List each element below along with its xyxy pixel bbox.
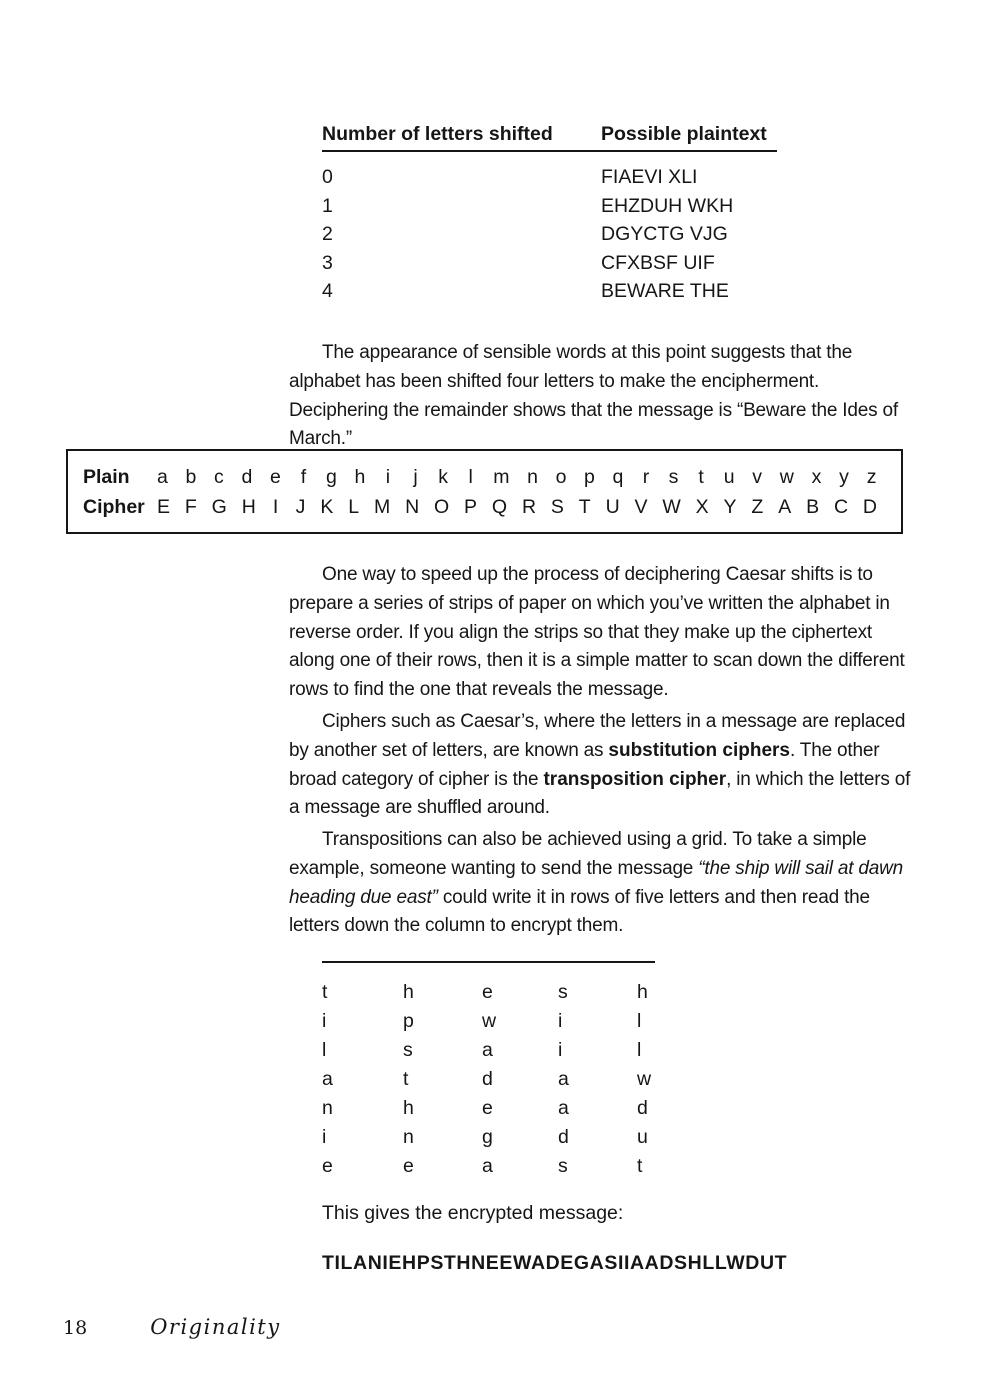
plain-letter: f bbox=[300, 465, 307, 488]
plaintext-value: FIAEVI XLI bbox=[601, 166, 698, 188]
grid-cell: i bbox=[558, 1010, 563, 1032]
grid-cell: e bbox=[482, 1097, 493, 1119]
plain-letter: q bbox=[612, 465, 624, 488]
cipher-letter: P bbox=[464, 495, 478, 518]
plain-letter: h bbox=[354, 465, 366, 488]
cipher-letter: K bbox=[320, 495, 334, 518]
plain-letter: j bbox=[413, 465, 418, 488]
grid-rule bbox=[322, 961, 655, 963]
grid-cell: l bbox=[322, 1039, 327, 1061]
grid-cell: w bbox=[482, 1010, 497, 1032]
cipher-letter: C bbox=[833, 495, 849, 518]
cipher-letter: M bbox=[373, 495, 391, 518]
plaintext-value: DGYCTG VJG bbox=[601, 223, 728, 246]
substitution-ciphers-term: substitution ciphers bbox=[608, 739, 790, 761]
paragraph-transposition bbox=[289, 826, 917, 941]
plain-letter: u bbox=[723, 465, 735, 488]
cipher-letter: U bbox=[605, 495, 620, 518]
plain-letter: x bbox=[811, 465, 822, 488]
page-number: 18 bbox=[63, 1317, 88, 1339]
substitution-seg1: Ciphers such as Caesar’s, where the letters in a message are replaced by another set of letters, are known as bbox=[289, 711, 906, 761]
cipher-letter: F bbox=[184, 495, 197, 518]
grid-cell: d bbox=[637, 1097, 648, 1119]
grid-cell: e bbox=[403, 1155, 414, 1177]
shift-value: 3 bbox=[322, 251, 333, 274]
cipher-letter: Q bbox=[491, 495, 508, 518]
cipher-letter: V bbox=[634, 495, 648, 518]
grid-cell: d bbox=[482, 1068, 493, 1090]
paragraph-substitution bbox=[289, 708, 917, 823]
grid-cell: i bbox=[558, 1039, 563, 1061]
plaintext-value: EHZDUH WKH bbox=[601, 194, 734, 217]
running-title: Originality bbox=[150, 1315, 281, 1339]
cipher-letter: J bbox=[295, 495, 306, 518]
grid-cell: e bbox=[322, 1155, 333, 1177]
grid-cell: a bbox=[558, 1068, 569, 1090]
cipher-letter: E bbox=[157, 495, 171, 518]
plain-letter: e bbox=[269, 465, 281, 488]
shift-table bbox=[322, 123, 777, 306]
transposition-seg1: Transpositions can also be achieved using a grid. To take a simple example, someone wanting to send the message bbox=[289, 829, 867, 879]
grid-cell: e bbox=[482, 981, 493, 1003]
shift-value: 2 bbox=[322, 223, 333, 246]
grid-cell: l bbox=[637, 1039, 642, 1061]
substitution-seg2: . The other broad category of cipher is the bbox=[289, 739, 880, 790]
plain-letter: y bbox=[839, 465, 849, 488]
transposition-cipher-term: transposition cipher bbox=[543, 768, 727, 790]
transposition-seg2: could write it in rows of five letters and then read the letters down the column to encrypt them. bbox=[289, 886, 870, 937]
shift-table-rows bbox=[322, 163, 777, 306]
plain-letter: i bbox=[385, 465, 391, 488]
plain-letter: t bbox=[698, 465, 704, 488]
shift-value: 1 bbox=[322, 194, 333, 217]
plaintext-value: CFXBSF UIF bbox=[601, 251, 715, 274]
plain-letter: z bbox=[866, 465, 877, 488]
table-row bbox=[322, 192, 777, 221]
plain-letter: g bbox=[326, 465, 337, 488]
cipher-letter: B bbox=[806, 495, 820, 518]
paragraph-strips: One way to speed up the process of deciphering Caesar shifts is to prepare a series of strips of paper on which you’ve written the alphabet in reverse order. If you align the strips so that they make up the ciphertext along one of their rows, then it is a simple matter to scan down the different rows to find the one that reveals the message. bbox=[289, 564, 905, 701]
example-message-quote: “the ship will sail at dawn heading due east” bbox=[289, 857, 904, 908]
grid-cell: p bbox=[403, 1010, 414, 1032]
plain-letter: l bbox=[468, 465, 473, 488]
grid-cell: n bbox=[403, 1126, 414, 1148]
plain-letter: s bbox=[668, 465, 679, 488]
cipher-letter: G bbox=[211, 495, 227, 518]
cipher-letter: A bbox=[778, 495, 792, 518]
cipher-letter: Y bbox=[723, 495, 737, 518]
table-row bbox=[322, 249, 777, 278]
grid-cell: g bbox=[482, 1126, 493, 1148]
plain-letters bbox=[157, 462, 877, 492]
grid-cell: a bbox=[322, 1068, 333, 1090]
grid-cell: i bbox=[322, 1010, 327, 1032]
grid-cell: s bbox=[558, 1155, 568, 1177]
grid-cell: w bbox=[637, 1068, 652, 1090]
grid-cell: h bbox=[637, 981, 648, 1003]
cipher-letter: Z bbox=[751, 495, 764, 518]
encrypted-message-intro: This gives the encrypted message: bbox=[322, 1202, 624, 1224]
grid-cell: t bbox=[403, 1068, 409, 1090]
cipher-letter: T bbox=[578, 495, 591, 518]
cipher-alphabet-box bbox=[66, 449, 903, 534]
plain-letter: n bbox=[527, 465, 538, 488]
grid-cell: n bbox=[322, 1097, 333, 1119]
cipher-alphabet-row bbox=[83, 492, 877, 522]
cipher-letter: N bbox=[405, 495, 420, 518]
grid-cell: d bbox=[558, 1126, 569, 1148]
plain-letter: k bbox=[438, 465, 448, 488]
plain-letter: m bbox=[493, 465, 510, 488]
grid-cell: i bbox=[322, 1126, 327, 1148]
grid-row bbox=[322, 978, 655, 1007]
grid-cell: t bbox=[637, 1155, 643, 1177]
cipher-letter: L bbox=[348, 495, 360, 518]
cipher-letter: H bbox=[241, 495, 256, 518]
shift-table-header bbox=[322, 123, 777, 145]
grid-cell: s bbox=[403, 1039, 413, 1061]
substitution-seg3: , in which the letters of a message are shuffled around. bbox=[289, 768, 911, 819]
grid-row bbox=[322, 1152, 655, 1181]
grid-cell: s bbox=[558, 981, 568, 1003]
grid-cell: l bbox=[637, 1010, 642, 1032]
plain-letter: p bbox=[584, 465, 595, 488]
shift-value: 4 bbox=[322, 280, 333, 303]
grid-row bbox=[322, 1007, 655, 1036]
plain-label: Plain bbox=[83, 465, 130, 488]
shift-table-col2-header: Possible plaintext bbox=[601, 123, 767, 145]
plain-letter: a bbox=[157, 465, 168, 488]
table-row bbox=[322, 163, 777, 192]
plain-alphabet-row bbox=[83, 462, 877, 492]
transposition-grid bbox=[322, 961, 655, 1181]
cipher-letter: O bbox=[434, 495, 450, 518]
grid-row bbox=[322, 1065, 655, 1094]
plaintext-value: BEWARE THE bbox=[601, 280, 729, 303]
cipher-letter: I bbox=[272, 495, 279, 518]
plain-letter: c bbox=[214, 465, 224, 488]
cipher-letter: W bbox=[662, 495, 681, 518]
shift-table-col1-header: Number of letters shifted bbox=[322, 123, 553, 145]
table-row bbox=[322, 277, 777, 306]
grid-cell: u bbox=[637, 1126, 648, 1148]
cipher-letters bbox=[157, 492, 877, 522]
grid-row bbox=[322, 1094, 655, 1123]
page-footer bbox=[63, 1315, 281, 1339]
cipher-letter: R bbox=[521, 495, 537, 518]
cipher-letter: X bbox=[695, 495, 709, 518]
cipher-letter: S bbox=[550, 495, 564, 518]
plain-letter: d bbox=[241, 465, 253, 488]
plain-letter: o bbox=[555, 465, 567, 488]
encrypted-message: TILANIEHPSTHNEEWADEGASIIAADSHLLWDUT bbox=[322, 1252, 788, 1274]
plain-letter: v bbox=[752, 465, 763, 488]
paragraph-encipherment: The appearance of sensible words at this point suggests that the alphabet has been shifted four letters to make the encipherment. Deciphering the remainder shows that the message is “Beware the Ides of March.” bbox=[289, 342, 898, 450]
shift-table-rule bbox=[322, 150, 777, 152]
grid-row bbox=[322, 1036, 655, 1065]
grid-cell: a bbox=[482, 1039, 493, 1061]
grid-cell: a bbox=[482, 1155, 493, 1177]
shift-value: 0 bbox=[322, 166, 333, 188]
grid-cell: h bbox=[403, 1097, 414, 1119]
grid-row bbox=[322, 1123, 655, 1152]
grid-rows bbox=[322, 978, 655, 1181]
plain-letter: r bbox=[642, 465, 650, 488]
grid-cell: h bbox=[403, 981, 414, 1003]
table-row bbox=[322, 220, 777, 249]
cipher-letter: D bbox=[862, 495, 877, 518]
grid-cell: t bbox=[322, 981, 328, 1003]
cipher-label: Cipher bbox=[83, 495, 145, 518]
grid-cell: a bbox=[558, 1097, 569, 1119]
plain-letter: b bbox=[185, 465, 197, 488]
plain-letter: w bbox=[779, 465, 794, 488]
